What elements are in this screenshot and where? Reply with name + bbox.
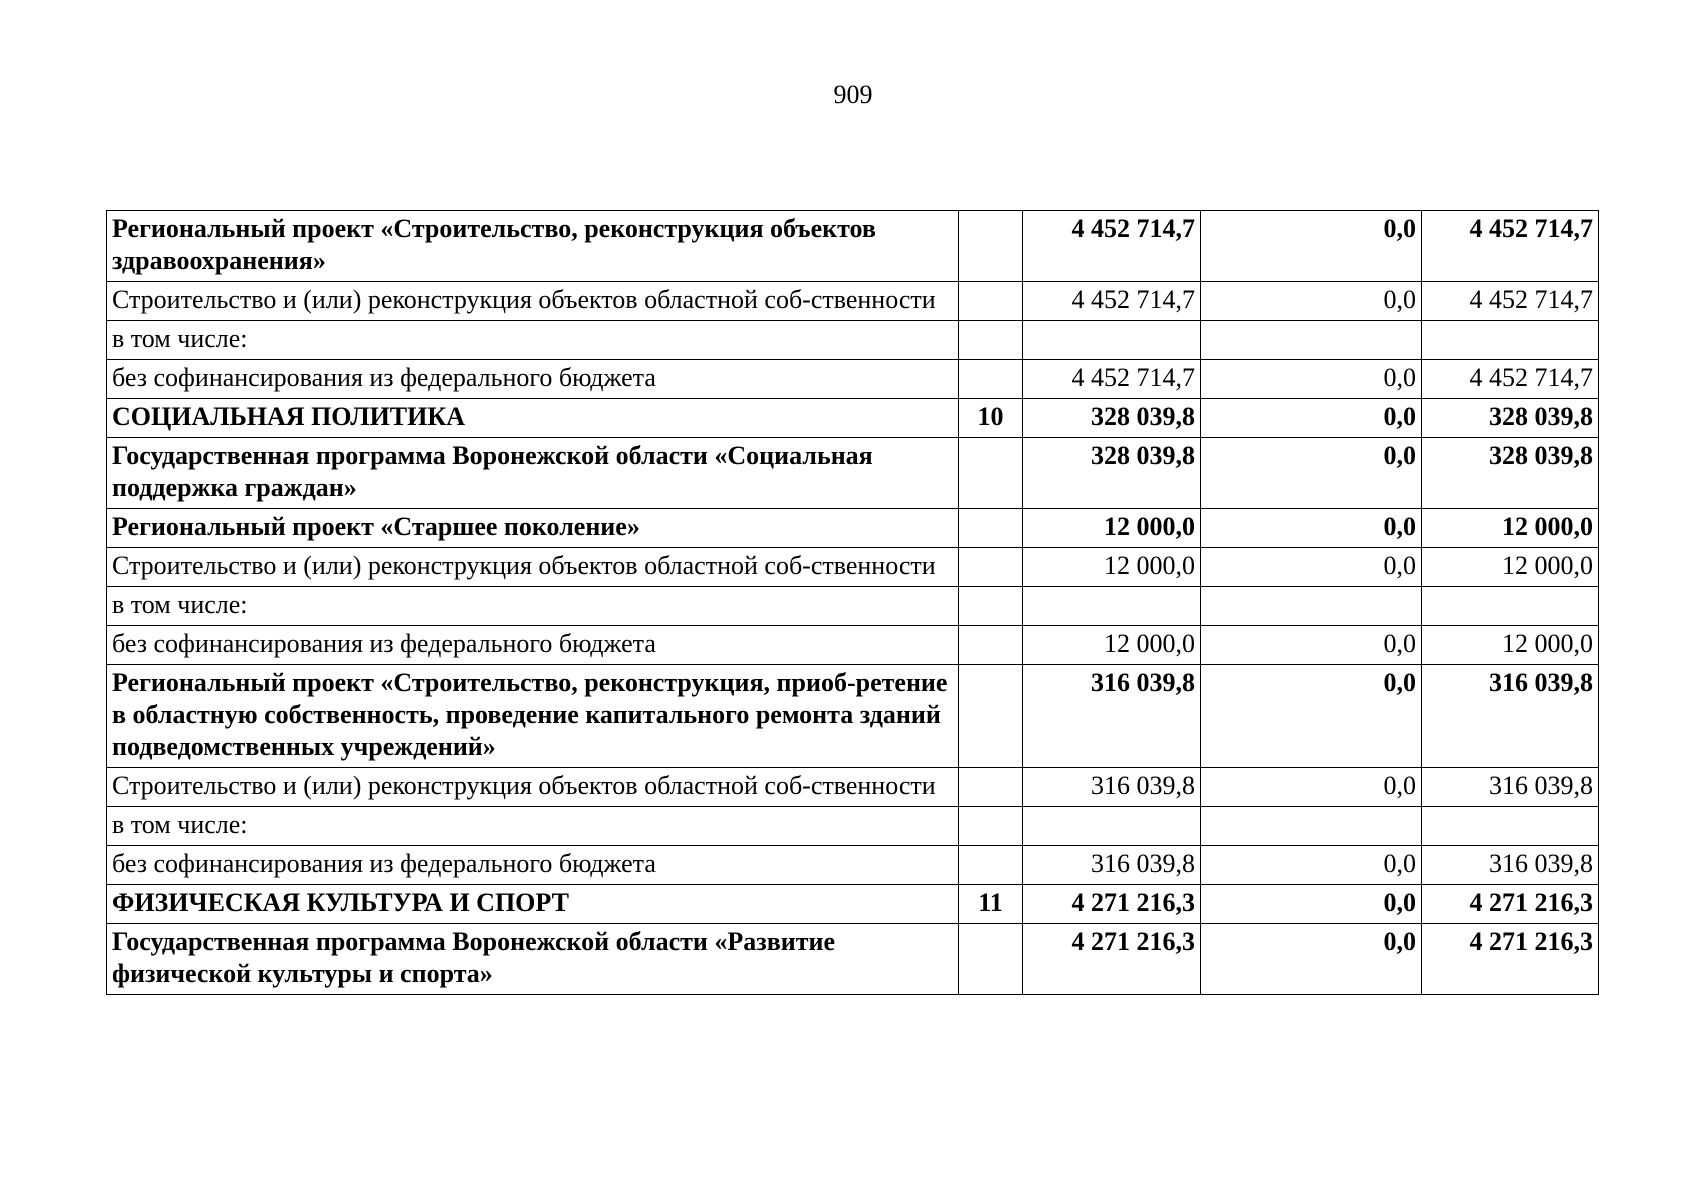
table-row [107, 438, 1599, 509]
row-code-cell [959, 211, 1023, 282]
row-name-cell: без софинансирования из федерального бюджета [107, 846, 959, 885]
table-row [107, 924, 1599, 995]
row-value-3-cell [1422, 807, 1599, 846]
row-value-3-cell: 4 452 714,7 [1422, 211, 1599, 282]
row-name-cell: СОЦИАЛЬНАЯ ПОЛИТИКА [107, 399, 959, 438]
row-name-cell: в том числе: [107, 807, 959, 846]
table-row [107, 626, 1599, 665]
row-value-3-cell: 328 039,8 [1422, 438, 1599, 509]
row-value-2-cell: 0,0 [1201, 211, 1422, 282]
row-name-cell: в том числе: [107, 321, 959, 360]
row-value-1-cell: 4 452 714,7 [1023, 360, 1201, 399]
row-name-cell: Строительство и (или) реконструкция объектов областной соб-ственности [107, 282, 959, 321]
row-value-1-cell [1023, 807, 1201, 846]
budget-table-body [107, 211, 1599, 995]
page-number: 909 [833, 80, 873, 109]
row-name-cell: в том числе: [107, 587, 959, 626]
row-value-1-cell: 12 000,0 [1023, 626, 1201, 665]
table-row [107, 321, 1599, 360]
row-value-1-cell: 328 039,8 [1023, 438, 1201, 509]
row-value-1-cell: 12 000,0 [1023, 548, 1201, 587]
table-row [107, 665, 1599, 768]
row-code-cell [959, 768, 1023, 807]
row-value-1-cell: 4 271 216,3 [1023, 885, 1201, 924]
row-value-1-cell: 4 452 714,7 [1023, 282, 1201, 321]
row-value-3-cell: 4 271 216,3 [1422, 924, 1599, 995]
row-value-1-cell: 316 039,8 [1023, 665, 1201, 768]
row-value-1-cell: 328 039,8 [1023, 399, 1201, 438]
row-value-2-cell: 0,0 [1201, 548, 1422, 587]
row-value-3-cell: 12 000,0 [1422, 509, 1599, 548]
row-value-1-cell: 12 000,0 [1023, 509, 1201, 548]
row-name-cell: Региональный проект «Строительство, реконструкция объектов здравоохранения» [107, 211, 959, 282]
row-value-2-cell: 0,0 [1201, 399, 1422, 438]
row-value-3-cell: 4 271 216,3 [1422, 885, 1599, 924]
row-value-3-cell: 4 452 714,7 [1422, 282, 1599, 321]
table-row [107, 807, 1599, 846]
row-value-2-cell: 0,0 [1201, 626, 1422, 665]
row-code-cell [959, 807, 1023, 846]
table-row [107, 846, 1599, 885]
row-value-1-cell: 4 452 714,7 [1023, 211, 1201, 282]
table-row [107, 587, 1599, 626]
row-value-2-cell [1201, 587, 1422, 626]
row-value-3-cell: 4 452 714,7 [1422, 360, 1599, 399]
row-value-2-cell: 0,0 [1201, 665, 1422, 768]
row-value-2-cell: 0,0 [1201, 846, 1422, 885]
row-value-1-cell [1023, 587, 1201, 626]
row-code-cell: 11 [959, 885, 1023, 924]
row-value-3-cell: 12 000,0 [1422, 548, 1599, 587]
row-value-1-cell [1023, 321, 1201, 360]
row-value-2-cell: 0,0 [1201, 509, 1422, 548]
row-code-cell [959, 924, 1023, 995]
row-name-cell: ФИЗИЧЕСКАЯ КУЛЬТУРА И СПОРТ [107, 885, 959, 924]
row-value-1-cell: 4 271 216,3 [1023, 924, 1201, 995]
row-name-cell: Региональный проект «Строительство, реконструкция, приоб-ретение в областную собственность, проведение капитального ремонта зданий подведомственных учреждений» [107, 665, 959, 768]
row-value-2-cell: 0,0 [1201, 282, 1422, 321]
row-code-cell [959, 509, 1023, 548]
table-row [107, 282, 1599, 321]
table-row [107, 768, 1599, 807]
row-code-cell: 10 [959, 399, 1023, 438]
row-value-2-cell: 0,0 [1201, 360, 1422, 399]
row-value-3-cell: 316 039,8 [1422, 768, 1599, 807]
row-code-cell [959, 626, 1023, 665]
row-value-3-cell [1422, 321, 1599, 360]
row-code-cell [959, 548, 1023, 587]
row-code-cell [959, 282, 1023, 321]
row-value-1-cell: 316 039,8 [1023, 846, 1201, 885]
row-value-3-cell: 12 000,0 [1422, 626, 1599, 665]
row-name-cell: без софинансирования из федерального бюджета [107, 360, 959, 399]
row-value-2-cell: 0,0 [1201, 885, 1422, 924]
table-row [107, 399, 1599, 438]
row-code-cell [959, 438, 1023, 509]
row-code-cell [959, 587, 1023, 626]
table-row [107, 885, 1599, 924]
row-value-2-cell: 0,0 [1201, 924, 1422, 995]
row-code-cell [959, 846, 1023, 885]
table-row [107, 360, 1599, 399]
row-value-2-cell [1201, 321, 1422, 360]
row-name-cell: Государственная программа Воронежской области «Развитие физической культуры и спорта» [107, 924, 959, 995]
row-value-2-cell: 0,0 [1201, 438, 1422, 509]
table-row [107, 211, 1599, 282]
row-value-1-cell: 316 039,8 [1023, 768, 1201, 807]
row-code-cell [959, 360, 1023, 399]
row-value-2-cell: 0,0 [1201, 768, 1422, 807]
row-code-cell [959, 665, 1023, 768]
row-value-3-cell: 316 039,8 [1422, 846, 1599, 885]
table-row [107, 509, 1599, 548]
row-code-cell [959, 321, 1023, 360]
row-value-3-cell [1422, 587, 1599, 626]
row-value-3-cell: 316 039,8 [1422, 665, 1599, 768]
row-name-cell: Строительство и (или) реконструкция объектов областной соб-ственности [107, 548, 959, 587]
row-name-cell: Государственная программа Воронежской области «Социальная поддержка граждан» [107, 438, 959, 509]
budget-table [106, 210, 1599, 995]
row-name-cell: Строительство и (или) реконструкция объектов областной соб-ственности [107, 768, 959, 807]
row-value-3-cell: 328 039,8 [1422, 399, 1599, 438]
row-name-cell: без софинансирования из федерального бюджета [107, 626, 959, 665]
row-value-2-cell [1201, 807, 1422, 846]
table-row [107, 548, 1599, 587]
row-name-cell: Региональный проект «Старшее поколение» [107, 509, 959, 548]
